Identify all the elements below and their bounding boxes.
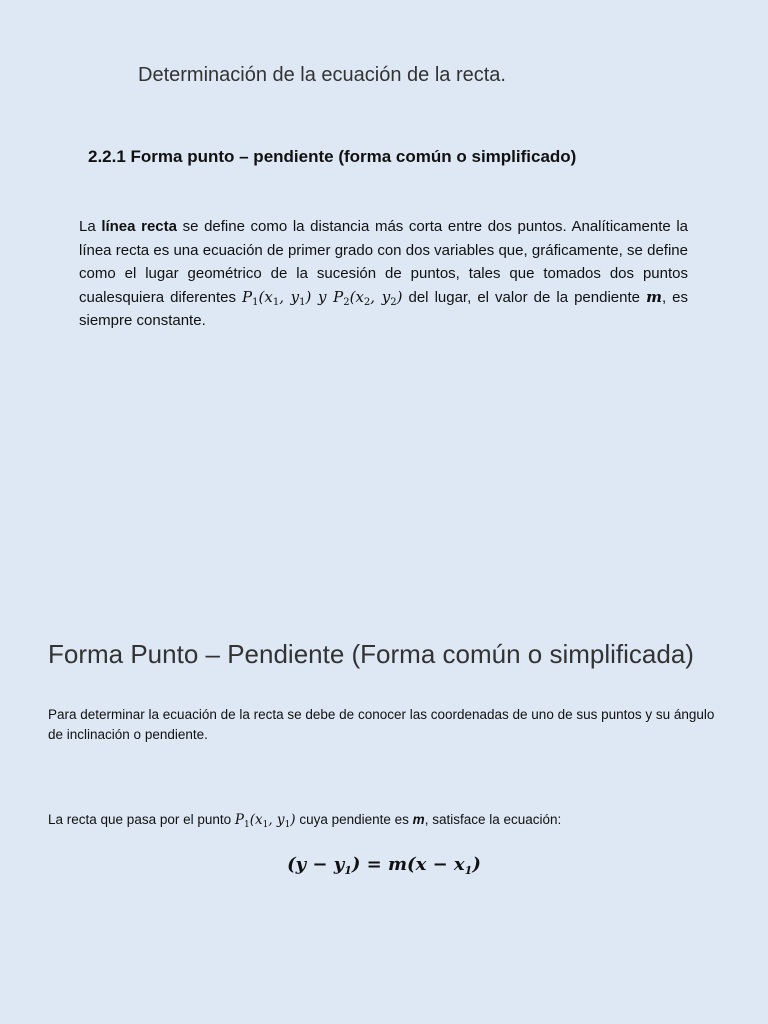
slope-m: m [646, 287, 662, 306]
point-p1: $P_1(x_1$, $y_1$) [242, 287, 312, 308]
point-p1-inline: $P_1(x_1$, $y_1$) [234, 812, 296, 830]
slide-1-title: Determinación de la ecuación de la recta. [138, 64, 506, 86]
term-linea-recta: línea recta [101, 218, 177, 235]
conjunction-y: y [311, 287, 334, 306]
text-intro: La [79, 218, 102, 235]
equation-intro-line: La recta que pasa por el punto $P_1(x_1$, $y_1$) cuya pendiente es m, satisface la ecuación: [48, 812, 562, 830]
requirements-paragraph: Para determinar la ecuación de la recta se debe de conocer las coordenadas de uno de sus puntos y su ángulo de inclinación o pendiente. [48, 707, 715, 742]
slide-2 [0, 512, 768, 1024]
slope-m-inline: m [412, 812, 425, 827]
text-constant: , es siempre constante. [79, 288, 689, 329]
point-p2: $P_2(x_2$, $y_2$) [333, 287, 403, 308]
slide-2-title: Forma Punto – Pendiente (Forma común o simplificada) [48, 639, 694, 669]
text-definition: se define como la distancia más corta entre dos puntos. Analíticamente la línea recta es una ecuación de primer grado con dos variables que, gráficamente, se define como el lugar geométrico de la sucesión de puntos, tales que tomados dos puntos cualesquiera diferentes [79, 218, 689, 306]
section-subtitle: 2.2.1 Forma punto – pendiente (forma común o simplificado) [88, 147, 577, 166]
text-slope: del lugar, el valor de la pendiente [402, 288, 647, 306]
definition-paragraph [79, 215, 688, 333]
point-slope-equation: $(y - y_1) = m(x - x_1)$ [287, 854, 481, 877]
